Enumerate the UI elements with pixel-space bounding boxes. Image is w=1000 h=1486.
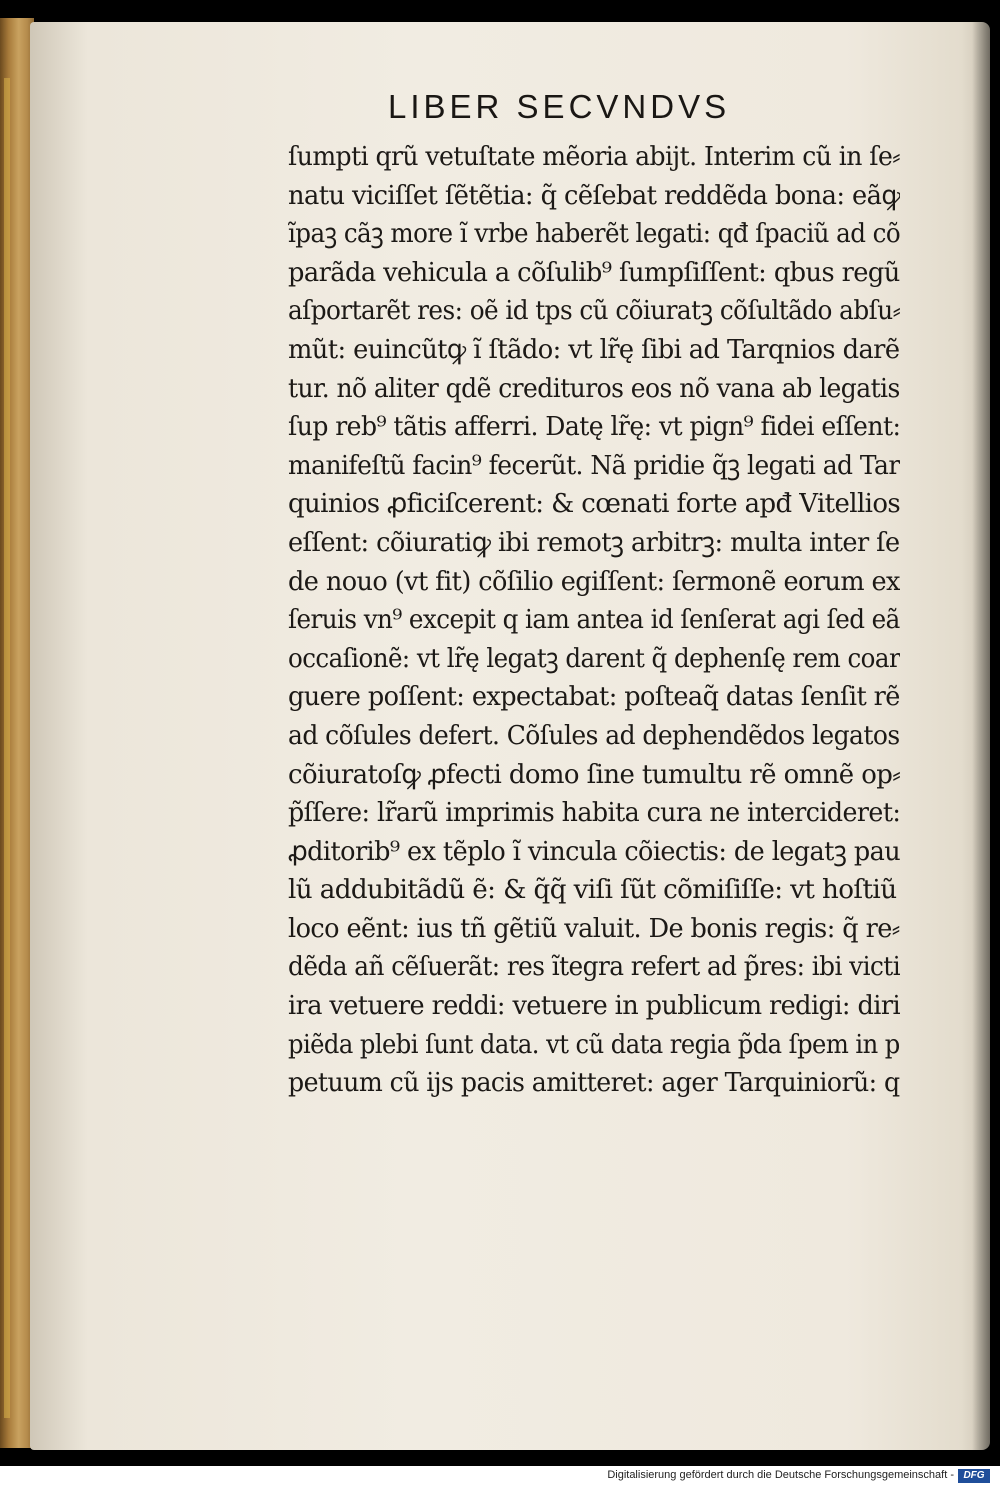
text-line: aſportarẽt res: oẽ id tps cũ cõiuratꝫ cõſultãdo abſu⸗ [288,295,900,327]
text-line: dẽda añ cẽſuerãt: res ĩtegra refert ad p̃res: ibi victi [288,951,900,983]
left-page-edge [0,18,34,1448]
text-line: quinios ꝓficiſcerent: & cœnati forte apđ Vitellios [288,488,900,520]
text-line: ad cõſules defert. Cõſules ad dephendẽdos legatos [288,719,900,751]
text-line: ſup reb⁹ tãtis afferri. Datę lr̃ę: vt pign⁹ fidei eſſent: [288,411,900,443]
text-line: manifeſtũ facin⁹ fecerũt. Nã pridie q̃ꝫ legati ad Tar [288,449,900,481]
text-line: ſeruis vn⁹ excepit q iam antea id ſenſerat agi ſed eã [288,604,900,636]
dfg-logo: DFG [958,1469,990,1483]
text-line: loco eẽnt: ius tñ gẽtiũ valuit. De bonis regis: q̃ re⸗ [288,912,900,944]
text-line: ꝓditorib⁹ ex tẽplo ĩ vincula cõiectis: de legatꝫ pau [288,835,900,867]
text-line: p̃ſſere: lr̃arũ imprimis habita cura ne intercideret: [288,797,900,829]
text-line: guere poſſent: expectabat: poſteaq̃ datas ſenſit rẽ [288,681,900,713]
text-line: piẽda plebi ſunt data. vt cũ data regia p̃da ſpem in p [288,1028,900,1060]
footer-credit: Digitalisierung gefördert durch die Deutsche Forschungsgemeinschaft - [607,1469,954,1481]
text-line: tur. nõ aliter qdẽ credituros eos nõ vana ab legatis [288,372,900,404]
text-line: natu viciſſet ſẽtẽtia: q̃ cẽſebat reddẽda bona: eãꝙ [288,179,900,211]
running-head: LIBER SECVNDVS [388,88,731,125]
text-block [288,138,908,1103]
text-line: lũ addubitãdũ ẽ: & q̃q̃ viſi ſũt cõmiſiſſe: vt hoſtiũ [288,874,897,906]
binding-strip [4,78,10,1418]
text-line: eſſent: cõiuratiꝙ ibi remotꝫ arbitrꝫ: multa inter ſe [288,526,900,558]
text-line: mũt: euincũtꝙ ĩ ſtãdo: vt lr̃ę ſibi ad Tarqnios darẽ [288,333,900,365]
text-line: ĩpaꝫ cãꝫ more ĩ vrbe haberẽt legati: qđ ſpaciũ ad cõ [288,218,900,250]
text-line: de nouo (vt fit) cõſilio egiſſent: ſermonẽ eorum ex [288,565,900,597]
text-line: parãda vehicula a cõſulib⁹ ſumpſiſſent: qbus regũ [288,256,900,288]
text-line: cõiuratoſꝙ ꝓfecti domo ſine tumultu rẽ omnẽ op⸗ [288,758,900,790]
text-line: occaſionẽ: vt lr̃ę legatꝫ darent q̃ dephenſę rem coar [288,642,900,674]
text-line: petuum cũ ijs pacis amitteret: ager Tarquiniorũ: q [288,1067,900,1099]
text-line: ira vetuere reddi: vetuere in publicum redigi: diri [288,990,900,1022]
footer-bar [0,1466,1000,1486]
text-line: ſumpti qrũ vetuſtate mẽoria abijt. Interim cũ in ſe⸗ [288,141,900,172]
